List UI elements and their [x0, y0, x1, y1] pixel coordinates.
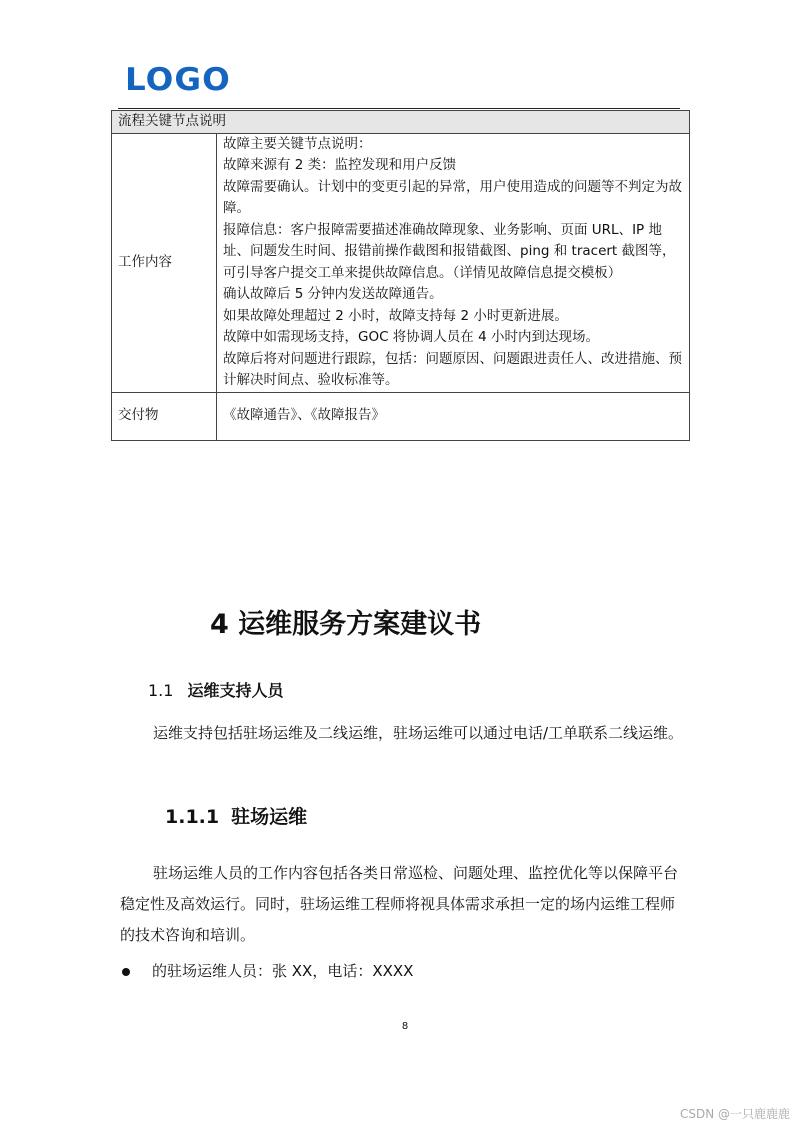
chapter-title: 4 运维服务方案建议书 — [210, 609, 482, 640]
section-number: 1.1 — [148, 681, 174, 700]
subsection-number: 1.1.1 — [165, 806, 220, 828]
company-logo: LOGO — [125, 62, 231, 98]
bullet-item — [122, 958, 413, 984]
page-number: 8 — [401, 1021, 409, 1032]
content-line: 故障中如需现场支持，GOC 将协调人员在 4 小时内到达现场。 — [223, 329, 599, 345]
process-table — [111, 110, 690, 441]
section-title: 运维支持人员 — [187, 681, 284, 700]
deliverables-label: 交付物 — [112, 392, 217, 440]
content-line: 报障信息：客户报障需要描述准确故障现象、业务影响、页面 URL、IP 地址、问题发生时间、报错前操作截图和报错截图、ping 和 tracert 截图等，可引导客户提交工单来提供故障信息。（详情见故障信息提交模板） — [223, 221, 676, 281]
work-content-label: 工作内容 — [112, 133, 217, 392]
bullet-text: 的驻场运维人员：张 XX，电话：XXXX — [152, 962, 414, 980]
work-content-cell — [217, 133, 690, 392]
subsection-title: 驻场运维 — [231, 806, 308, 828]
content-line: 如果故障处理超过 2 小时，故障支持每 2 小时更新进展。 — [223, 307, 568, 324]
subsection-heading — [165, 802, 307, 829]
watermark: CSDN @一只鹿鹿鹿 — [679, 1107, 790, 1121]
deliverables-value: 《故障通告》、《故障报告》 — [217, 392, 690, 440]
header-rule — [118, 108, 680, 109]
content-line: 故障需要确认。计划中的变更引起的异常，用户使用造成的问题等不判定为故障。 — [223, 178, 682, 216]
subsection-paragraph: 驻场运维人员的工作内容包括各类日常巡检、问题处理、监控优化等以保障平台稳定性及高效运行。同时，驻场运维工程师将视具体需求承担一定的场内运维工程师的技术咨询和培训。 — [120, 864, 679, 944]
content-line: 故障后将对问题进行跟踪，包括：问题原因、问题跟进责任人、改进措施、预计解决时间点、验收标准等。 — [223, 350, 682, 388]
section-heading — [148, 678, 283, 701]
content-line: 故障主要关键节点说明： — [223, 135, 372, 152]
section-paragraph: 运维支持包括驻场运维及二线运维，驻场运维可以通过电话/工单联系二线运维。 — [153, 724, 684, 742]
content-line: 故障来源有 2 类：监控发现和用户反馈 — [223, 157, 457, 173]
content-line: 确认故障后 5 分钟内发送故障通告。 — [223, 286, 443, 302]
bullet-dot-icon — [122, 968, 130, 976]
table-title: 流程关键节点说明 — [112, 111, 690, 134]
